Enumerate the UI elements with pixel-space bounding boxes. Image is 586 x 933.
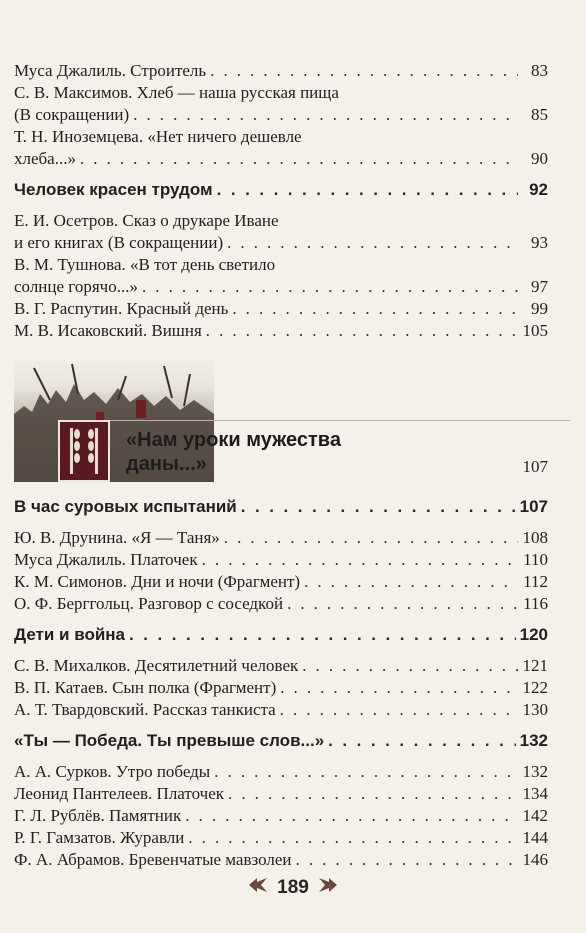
right-ornament-icon bbox=[317, 876, 339, 900]
dot-leader bbox=[129, 624, 516, 646]
toc-page-number: 99 bbox=[531, 299, 548, 318]
toc-page-number: 142 bbox=[522, 806, 548, 825]
toc-page-number: 110 bbox=[523, 550, 548, 569]
toc-entry bbox=[14, 655, 548, 677]
toc-entry bbox=[14, 783, 548, 805]
toc-entry bbox=[14, 527, 548, 549]
toc-entry-text: М. В. Исаковский. Вишня bbox=[14, 321, 202, 340]
toc-entry bbox=[14, 254, 548, 298]
toc-entry-text: Е. И. Осетров. Сказ о друкаре Иване bbox=[14, 211, 279, 230]
section-banner bbox=[14, 354, 570, 482]
dot-leader bbox=[287, 593, 518, 615]
toc-entry-text: Ю. В. Друнина. «Я — Таня» bbox=[14, 528, 220, 547]
toc-entry-text: В. М. Тушнова. «В тот день светило bbox=[14, 255, 276, 274]
toc-entry-text: Ф. А. Абрамов. Бревенчатые мавзолеи bbox=[14, 850, 292, 869]
toc-entry-text: А. А. Сурков. Утро победы bbox=[14, 762, 211, 781]
toc-entry-text: В. П. Катаев. Сын полка (Фрагмент) bbox=[14, 678, 277, 697]
toc-entry bbox=[14, 805, 548, 827]
toc-page-number: 122 bbox=[522, 678, 548, 697]
banner-title-line2: даны...» bbox=[126, 453, 207, 475]
dot-leader bbox=[280, 699, 518, 721]
toc-entry bbox=[14, 677, 548, 699]
dot-leader bbox=[80, 148, 518, 170]
toc-page-number: 85 bbox=[531, 105, 548, 124]
toc-list-bottom bbox=[14, 496, 548, 871]
dot-leader bbox=[224, 527, 518, 549]
toc-page-number: 134 bbox=[522, 784, 548, 803]
dot-leader bbox=[142, 276, 518, 298]
toc-page-number: 130 bbox=[522, 700, 548, 719]
dot-leader bbox=[228, 783, 518, 805]
toc-page-number: 92 bbox=[529, 180, 548, 199]
toc-entry-text: «Ты — Победа. Ты превыше слов...» bbox=[14, 731, 325, 750]
toc-entry-text: солнце горячо...» bbox=[14, 277, 138, 296]
toc-page-number: 97 bbox=[531, 277, 548, 296]
dot-leader bbox=[210, 60, 518, 82]
toc-entry bbox=[14, 593, 548, 615]
toc-section-heading bbox=[14, 179, 548, 201]
banner-page-number: 107 bbox=[522, 457, 548, 476]
toc-entry bbox=[14, 761, 548, 783]
toc-entry bbox=[14, 126, 548, 170]
toc-page-number: 105 bbox=[522, 321, 548, 340]
toc-entry-text: В. Г. Распутин. Красный день bbox=[14, 299, 229, 318]
toc-entry bbox=[14, 60, 548, 82]
toc-entry bbox=[14, 82, 548, 126]
toc-entry-text: С. В. Михалков. Десятилетний человек bbox=[14, 656, 299, 675]
toc-entry-text: и его книгах (В сокращении) bbox=[14, 233, 224, 252]
toc-section-heading bbox=[14, 624, 548, 646]
dot-leader bbox=[302, 655, 518, 677]
toc-page-number: 83 bbox=[531, 61, 548, 80]
page-number: 189 bbox=[277, 877, 309, 898]
toc-entry-text: Человек красен трудом bbox=[14, 180, 213, 199]
toc-entry-text: Г. Л. Рублёв. Памятник bbox=[14, 806, 182, 825]
page-footer bbox=[0, 876, 586, 900]
banner-rule bbox=[110, 420, 570, 421]
dot-leader bbox=[232, 298, 518, 320]
toc-page-number: 108 bbox=[522, 528, 548, 547]
toc-entry-text: С. В. Максимов. Хлеб — наша русская пища bbox=[14, 83, 339, 102]
toc-entry bbox=[14, 298, 548, 320]
toc-page-number: 132 bbox=[522, 762, 548, 781]
dot-leader bbox=[328, 730, 515, 752]
dot-leader bbox=[214, 761, 518, 783]
banner-title-line1: «Нам уроки мужества bbox=[126, 429, 341, 451]
toc-page-number: 121 bbox=[522, 656, 548, 675]
dot-leader bbox=[227, 232, 518, 254]
dot-leader bbox=[202, 549, 518, 571]
toc-entry-text: А. Т. Твардовский. Рассказ танкиста bbox=[14, 700, 276, 719]
dot-leader bbox=[188, 827, 518, 849]
toc-section-heading bbox=[14, 496, 548, 518]
toc-page-number: 107 bbox=[519, 497, 548, 516]
toc-page-number: 93 bbox=[531, 233, 548, 252]
toc-entry-text: Т. Н. Иноземцева. «Нет ничего дешевле bbox=[14, 127, 302, 146]
toc-entry bbox=[14, 571, 548, 593]
banner-page-line bbox=[14, 456, 548, 478]
toc-entry-text: Дети и война bbox=[14, 625, 126, 644]
toc-entry bbox=[14, 849, 548, 871]
toc-section-heading bbox=[14, 730, 548, 752]
dot-leader bbox=[304, 571, 518, 593]
toc-entry-text: Муса Джалиль. Строитель bbox=[14, 61, 207, 80]
toc-page-number: 120 bbox=[519, 625, 548, 644]
toc-entry bbox=[14, 320, 548, 342]
dot-leader bbox=[217, 179, 518, 201]
toc-list-top bbox=[14, 60, 548, 342]
toc-entry bbox=[14, 827, 548, 849]
toc-entry bbox=[14, 210, 548, 254]
toc-page-number: 116 bbox=[523, 594, 548, 613]
toc-page-number: 112 bbox=[523, 572, 548, 591]
dot-leader bbox=[280, 677, 518, 699]
toc-entry bbox=[14, 699, 548, 721]
toc-entry-text: Леонид Пантелеев. Платочек bbox=[14, 784, 225, 803]
dot-leader bbox=[133, 104, 518, 126]
toc-entry-text: хлеба...» bbox=[14, 149, 76, 168]
toc-page-number: 90 bbox=[531, 149, 548, 168]
toc-entry-text: О. Ф. Берггольц. Разговор с соседкой bbox=[14, 594, 284, 613]
toc-page-number: 146 bbox=[522, 850, 548, 869]
dot-leader bbox=[206, 320, 518, 342]
dot-leader bbox=[185, 805, 518, 827]
toc-entry bbox=[14, 549, 548, 571]
toc-entry-text: Муса Джалиль. Платочек bbox=[14, 550, 198, 569]
left-ornament-icon bbox=[247, 876, 269, 900]
dot-leader bbox=[241, 496, 516, 518]
toc-page-number: 144 bbox=[522, 828, 548, 847]
toc-page-number: 132 bbox=[519, 731, 548, 750]
toc-entry-text: В час суровых испытаний bbox=[14, 497, 237, 516]
toc-entry-text: К. М. Симонов. Дни и ночи (Фрагмент) bbox=[14, 572, 301, 591]
toc-entry-text: (В сокращении) bbox=[14, 105, 130, 124]
dot-leader bbox=[296, 849, 518, 871]
toc-entry-text: Р. Г. Гамзатов. Журавли bbox=[14, 828, 185, 847]
